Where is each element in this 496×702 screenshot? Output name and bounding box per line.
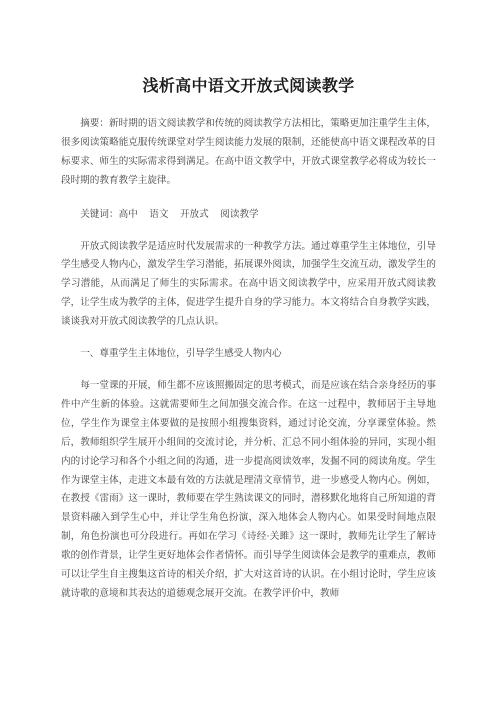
document-title: 浅析高中语文开放式阅读教学 [142, 76, 355, 95]
section-heading: 一、尊重学生主体地位，引导学生感受人物内心 [80, 348, 282, 360]
intro-paragraph: 开放式阅读教学是适应时代发展需求的一种教学方法。通过尊重学生主体地位，引导学生感受人物内心，激发学生学习潜能，拓展课外阅读，加强学生交流互动，激发学生的学习潜能，从而满足了师生的实际需求。在高中语文阅读教学中，应采用开放式阅读教学，让学生成为教学的主体，促进学生提升自身的学习能力。本文将结合自身教学实践，谈谈我对开放式阅读教学的几点认识。 [61, 240, 436, 328]
abstract-paragraph: 摘要：新时期的语文阅读教学和传统的阅读教学方法相比，策略更加注重学生主体，很多阅读策略能克服传统课堂对学生阅读能力发展的限制，还能使高中语文课程改革的目标要求、师生的实际需求得到满足。在高中语文教学中，开放式课堂教学必将成为较长一段时期的教育教学主旋律。 [61, 118, 436, 186]
keywords-label: 关键词： [80, 208, 119, 220]
keyword-item: 高中 [118, 208, 138, 220]
keyword-item: 开放式 [179, 208, 209, 220]
keyword-item: 阅读教学 [220, 208, 259, 220]
keywords-line [61, 206, 436, 225]
keyword-item: 语文 [149, 208, 169, 220]
section-body-paragraph: 每一堂课的开展，师生都不应该照搬固定的思考模式，而是应该在结合亲身经历的事件中产生新的体验。这就需要师生之间加强交流合作。在这一过程中，教师居于主导地位，学生作为课堂主体要做的是按照小组搜集资料，通过讨论交流，分享课堂体验。然后，教师组织学生展开小组间的交流讨论，并分析、汇总不同小组体验的异同，实现小组内的讨论学习和各个小组之间的沟通，进一步提高阅读效率，发掘不同的阅读角度。学生作为课堂主体，走进文本最有效的方法就是理清文章情节，进一步感受人物内心。例如，在教授《雷雨》这一课时，教师要在学生熟读课文的同时，潜移默化地将自己所知道的背景资料融入到学生心中，并让学生角色扮演，深入地体会人物内心。如果受时间地点限制，角色扮演也可分段进行。再如在学习《诗经·关雎》这一课时，教师先让学生了解诗歌的创作背景，让学生更好地体会作者情怀。而引导学生阅读体会是教学的重难点，教师可以让学生自主搜集这首诗的相关介绍，扩大对这首诗的认识。在小组讨论时，学生应该就诗歌的意境和其表达的道德观念展开交流。在教学评价中，教师 [61, 379, 436, 599]
